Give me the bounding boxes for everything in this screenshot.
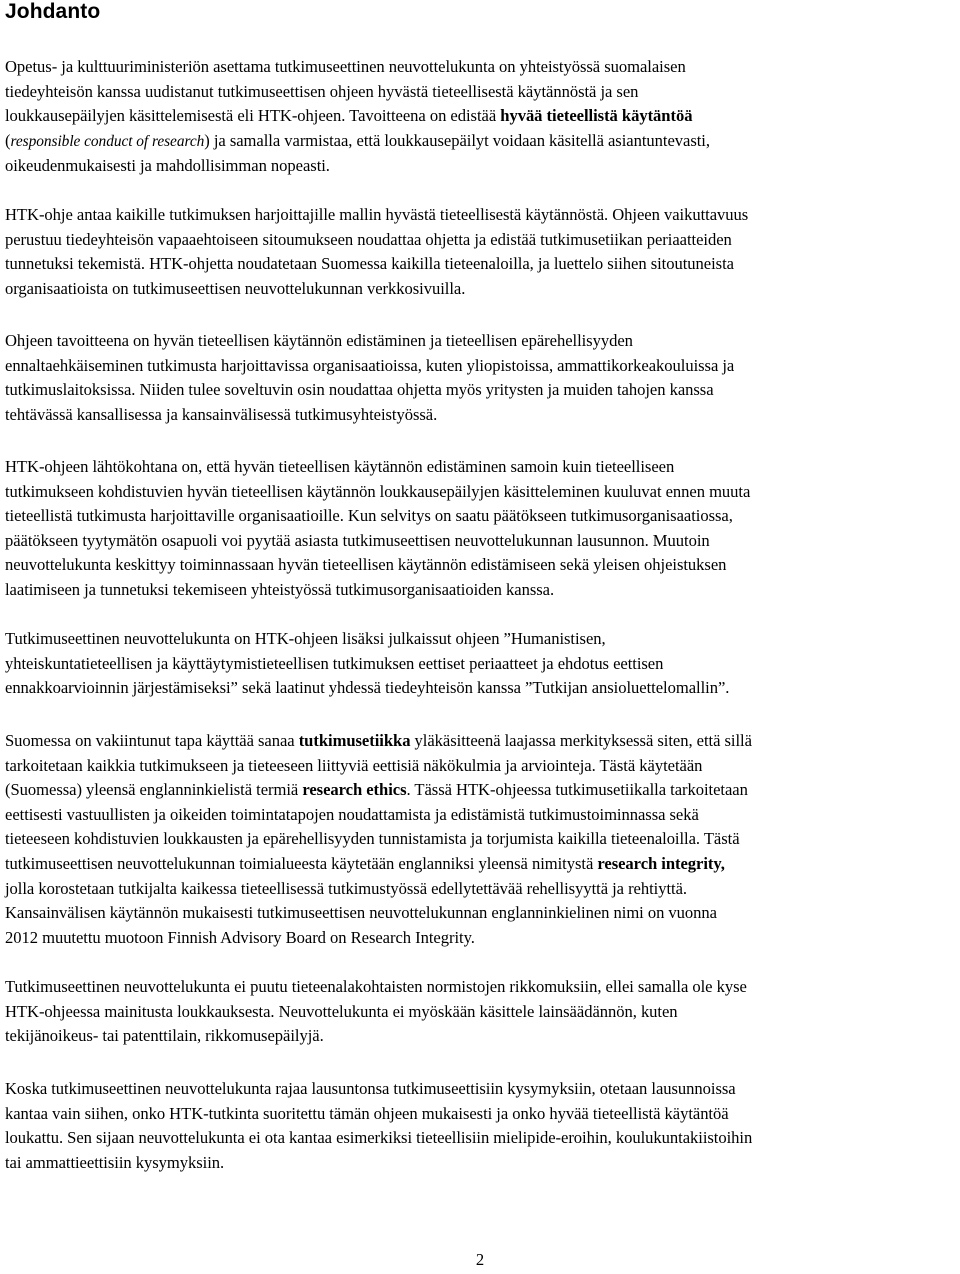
text-segment: perustuu tiedeyhteisön vapaaehtoiseen sitoumukseen noudattaa ohjetta ja edistää tutkimusetiikan periaatteiden: [5, 229, 732, 249]
text-line: [5, 729, 752, 754]
bold-term: tutkimusetiikka: [298, 731, 411, 750]
text-line: [5, 354, 734, 379]
text-segment: tai ammattieettisiin kysymyksiin.: [5, 1152, 225, 1172]
text-line: [5, 55, 710, 80]
text-line: [5, 529, 750, 554]
text-line: [5, 877, 752, 902]
text-line: [5, 553, 750, 578]
text-line: [5, 403, 734, 428]
text-segment: tieteellistä tutkimusta harjoittaville organisaatioille. Kun selvitys on saatu päätökseen tutkimusorganisaatiossa,: [5, 506, 733, 526]
text-segment: laatimiseen ja tunnetuksi tekemiseen yhteistyössä tutkimusorganisaatioiden kanssa.: [5, 579, 555, 599]
text-segment: loukkausepäilyjen käsittelemisestä eli HTK-ohjeen. Tavoitteena on edistää: [5, 106, 501, 126]
text-segment: kantaa vain siihen, onko HTK-tutkinta suoritettu tämän ohjeen mukaisesti ja onko hyvää tieteellistä käytäntöä: [5, 1103, 729, 1123]
text-line: [5, 975, 747, 1000]
text-segment: Suomessa on vakiintunut tapa käyttää sanaa: [5, 731, 299, 750]
text-segment: tutkimukseen kohdistuvien hyvän tieteellisen käytännön loukkausepäilyjen käsitteleminen kuuluvat ennen muuta: [5, 481, 751, 501]
text-segment: yläkäsitteenä laajassa merkityksessä siten, että sillä: [410, 731, 752, 750]
text-line: [5, 228, 748, 253]
text-line: [5, 901, 752, 926]
text-line: [5, 1024, 747, 1049]
text-line: [5, 378, 734, 403]
text-line: [5, 926, 752, 951]
text-segment: loukattu. Sen sijaan neuvottelukunta ei ota kantaa esimerkiksi tieteellisiin mielipide-eroihin, koulukuntakiistoihin: [5, 1128, 753, 1148]
text-segment: jolla korostetaan tutkijalta kaikessa tieteellisessä tutkimustyössä edellytettävää rehellisyyttä ja rehtiyttä.: [5, 878, 688, 898]
text-segment: tiedeyhteisön kanssa uudistanut tutkimuseettisen ohjeen hyvästä tieteellisestä käytännöstä ja sen: [5, 81, 639, 101]
text-segment: tekijänoikeus- tai patenttilain, rikkomusepäilyjä.: [5, 1026, 324, 1046]
text-line: [5, 203, 748, 228]
text-segment: Kansainvälisen käytännön mukaisesti tutkimuseettisen neuvottelukunnan englanninkielinen nimi on vuonna: [5, 903, 717, 923]
text-segment: (: [5, 130, 11, 150]
text-line: [5, 154, 710, 179]
text-segment: HTK-ohjeen lähtökohtana on, että hyvän tieteellisen käytännön edistäminen samoin kuin tieteelliseen: [5, 457, 675, 476]
text-line: [5, 1102, 752, 1127]
text-segment: Tutkimuseettinen neuvottelukunta on HTK-ohjeen lisäksi julkaissut ohjeen ”Humanistisen,: [5, 629, 606, 648]
text-segment: ennaltaehkäiseminen tutkimusta harjoittavissa organisaatioissa, kuten yliopistoissa, ammattikorkeakouluissa ja: [5, 355, 735, 375]
text-line: [5, 1151, 752, 1176]
text-segment: päätökseen tyytymätön osapuoli voi pyytää asiasta tutkimuseettisen neuvottelukunnan lausunnon. Muutoin: [5, 530, 710, 550]
text-segment: tehtävässä kansallisessa ja kansainvälisessä tutkimusyhteistyössä.: [5, 404, 438, 424]
text-segment: tunnetuksi tekemistä. HTK-ohjetta noudatetaan Suomessa kaikilla tieteenaloilla, ja luettelo siihen sitoutuneista: [5, 254, 734, 274]
text-line: [5, 754, 752, 779]
text-line: [5, 277, 748, 302]
paragraph: [5, 975, 747, 1049]
text-line: [5, 329, 734, 354]
section-heading: Johdanto: [5, 0, 101, 23]
text-line: [5, 104, 710, 129]
bold-term: research integrity,: [597, 853, 725, 873]
text-segment: tutkimuslaitoksissa. Niiden tulee soveltuvin osin noudattaa ohjetta myös yritysten ja muiden tahojen kanssa: [5, 380, 714, 400]
text-line: [5, 1000, 747, 1025]
text-line: [5, 480, 750, 505]
paragraph: [5, 455, 750, 603]
text-line: [5, 578, 750, 603]
text-line: [5, 455, 750, 480]
bold-term: hyvää tieteellistä käytäntöä: [500, 106, 693, 126]
text-line: [5, 676, 729, 701]
text-line: [5, 627, 729, 652]
text-line: [5, 1126, 752, 1151]
bold-term: research ethics: [302, 780, 407, 800]
paragraph: [5, 1077, 752, 1175]
paragraph: [5, 203, 748, 301]
text-line: [5, 827, 752, 852]
text-segment: . Tässä HTK-ohjeessa tutkimusetiikalla tarkoitetaan: [406, 780, 748, 800]
text-segment: eettisesti vastuullisten ja oikeiden toimintatapojen noudattamista ja edistämistä tutkimustoiminnassa sekä: [5, 804, 699, 824]
text-segment: neuvottelukunta keskittyy toiminnassaan hyvän tieteellisen käytännön edistämiseen sekä yleisen ohjeistuksen: [5, 555, 727, 575]
text-segment: Koska tutkimuseettinen neuvottelukunta rajaa lausuntonsa tutkimuseettisiin kysymyksiin, otetaan lausunnoissa: [5, 1079, 736, 1098]
document-page: [5, 0, 957, 1172]
paragraph: [5, 627, 729, 701]
text-line: [5, 504, 750, 529]
page-number: 2: [475, 1250, 485, 1269]
text-segment: Tutkimuseettinen neuvottelukunta ei puutu tieteenalakohtaisten normistojen rikkomuksiin, ellei samalla ole kyse: [5, 977, 747, 996]
text-line: [5, 852, 752, 877]
text-segment: ennakkoarvioinnin järjestämiseksi” sekä laatinut yhdessä tiedeyhteisön kanssa ”Tutkijan ansioluettelomallin”.: [5, 678, 730, 698]
text-line: [5, 129, 710, 155]
text-line: [5, 803, 752, 828]
paragraph: [5, 329, 734, 427]
paragraph: [5, 55, 710, 179]
italic-term: responsible conduct of research: [10, 132, 205, 150]
text-segment: 2012 muutettu muotoon Finnish Advisory Board on Research Integrity.: [5, 927, 475, 947]
text-segment: tutkimuseettisen neuvottelukunnan toimialueesta käytetään englanniksi yleensä nimitystä: [5, 853, 598, 873]
text-segment: HTK-ohjeessa mainitusta loukkauksesta. Neuvottelukunta ei myöskään käsittele lainsäädännön, kuten: [5, 1001, 678, 1021]
text-segment: tarkoitetaan kaikkia tutkimukseen ja tieteeseen liittyviä eettisiä näkökulmia ja arviointeja. Tästä käytetään: [5, 755, 703, 775]
paragraph: [5, 729, 752, 950]
text-segment: ) ja samalla varmistaa, että loukkausepäilyt voidaan käsitellä asiantuntevasti,: [204, 130, 710, 150]
text-segment: Ohjeen tavoitteena on hyvän tieteellisen käytännön edistäminen ja tieteellisen epärehellisyyden: [5, 331, 633, 350]
text-line: [5, 1077, 752, 1102]
text-line: [5, 80, 710, 105]
text-segment: oikeudenmukaisesti ja mahdollisimman nopeasti.: [5, 156, 330, 176]
text-line: [5, 652, 729, 677]
text-segment: Opetus- ja kulttuuriministeriön asettama tutkimuseettinen neuvottelukunta on yhteistyössä suomalaisen: [5, 57, 686, 76]
text-segment: tieteeseen kohdistuvien loukkausten ja epärehellisyyden tunnistamista ja torjumista kaikilla tieteenaloilla. Tästä: [5, 829, 740, 849]
text-segment: HTK-ohje antaa kaikille tutkimuksen harjoittajille mallin hyvästä tieteellisestä käytännöstä. Ohjeen vaikuttavuus: [5, 205, 749, 224]
text-segment: organisaatioista on tutkimuseettisen neuvottelukunnan verkkosivuilla.: [5, 278, 466, 298]
text-line: [5, 778, 752, 803]
text-segment: (Suomessa) yleensä englanninkielistä termiä: [5, 780, 303, 800]
text-line: [5, 252, 748, 277]
text-segment: yhteiskuntatieteellisen ja käyttäytymistieteellisen tutkimuksen eettiset periaatteet ja ehdotus eettisen: [5, 653, 664, 673]
